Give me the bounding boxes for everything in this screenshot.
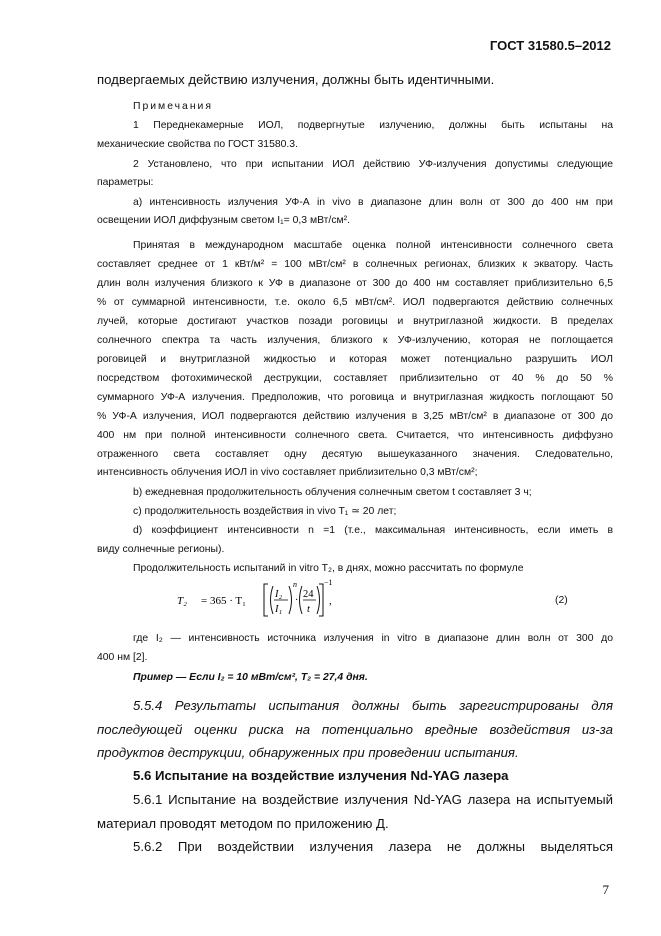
svg-text:·: · xyxy=(295,595,299,606)
note-line: b) ежедневная продолжительность облучения солнечным светом t составляет 3 ч; xyxy=(133,487,532,498)
note-line: отраженного света составляет одну десятую вышеуказанного значения. Следовательно, xyxy=(97,449,613,460)
formula-2 xyxy=(175,578,475,620)
clause-line: последующей оценки риска на потенциально вредные воздействия из-за xyxy=(97,722,613,737)
clause-line: материал проводят методом по приложению Д. xyxy=(97,816,389,831)
note-line: d) коэффициент интенсивности n =1 (т.е., максимальная интенсивность, если иметь в xyxy=(133,525,613,536)
exp-outer: −1 xyxy=(324,578,333,587)
note-line: солнечного спектра та часть излучения, близкого к УФ-излучению, которая не поглощается xyxy=(97,335,613,346)
note-line: c) продолжительность воздействия in vivo T₁ ≃ 20 лет; xyxy=(133,506,397,517)
section-5-6-heading: 5.6 Испытание на воздействие излучения Nd-YAG лазера xyxy=(133,768,509,783)
frac2-num: 24 xyxy=(303,589,314,600)
frac2-den: t xyxy=(307,604,310,615)
note-line: где I₂ — интенсивность источника излучения in vitro в диапазоне длин волн от 300 до xyxy=(133,633,613,644)
note-line: % УФ-А излучения, ИОЛ подвергаются действию излучения в 3,25 мВт/см² в диапазоне от 300 до xyxy=(97,411,613,422)
note-line: виду солнечные регионы). xyxy=(97,544,225,555)
formula-eq: = 365 · T₁ xyxy=(201,595,246,607)
note-line: 400 нм при полной интенсивности солнечного света. Считается, что интенсивность диффузно xyxy=(97,430,613,441)
note-line: % от суммарной интенсивности, т.е. около 6,5 мВт/см². ИОЛ подвергаются действию солнечных xyxy=(97,297,613,308)
formula-lhs: T₂ xyxy=(177,595,187,607)
text-line: подвергаемых действию излучения, должны быть идентичными. xyxy=(97,72,495,87)
note-line: Принятая в международном масштабе оценка полной интенсивности солнечного света xyxy=(133,240,613,251)
note-line: 400 нм [2]. xyxy=(97,652,148,663)
note-line: длин волн излучения близкого к УФ в диапазоне от 300 до 400 нм составляет приблизительно 6,5 xyxy=(97,278,613,289)
note-heading: Примечания xyxy=(133,101,213,112)
paren-right xyxy=(289,586,292,614)
note-line: составляет среднее от 1 кВт/м² = 100 мВт/см² в солнечных регионах, близких к экватору. Часть xyxy=(97,259,613,270)
note-line: интенсивность облучения ИОЛ in vivo составляет приблизительно 0,3 мВт/см²; xyxy=(97,467,478,478)
bracket-left xyxy=(264,584,268,616)
frac1-den: I₁ xyxy=(275,604,283,615)
clause-5-6-1: 5.6.1 Испытание на воздействие излучения Nd-YAG лазера на испытуемый xyxy=(133,792,613,807)
note-line: посредством фотохимической деструкции, составляет приблизительно от 40 % до 50 % xyxy=(97,373,613,384)
note-line: лучей, которые достигают участков позади роговицы и внутриглазной жидкости. В пределах xyxy=(97,316,613,327)
equation-number: (2) xyxy=(555,595,568,606)
clause-line: продуктов деструкции, обнаруженных при проведении испытания. xyxy=(97,745,519,760)
note-line: a) интенсивность излучения УФ-А in vivo в диапазоне длин волн от 300 до 400 нм при xyxy=(133,197,613,208)
note-line: Продолжительность испытаний in vitro T₂, в днях, можно рассчитать по формуле xyxy=(133,563,524,574)
note-line: 2 Установлено, что при испытании ИОЛ действию УФ-излучения допустимы следующие xyxy=(133,159,613,170)
note-line: освещении ИОЛ диффузным светом I₁= 0,3 мВт/см². xyxy=(97,215,351,226)
note-line: 1 Переднекамерные ИОЛ, подвергнутые излучению, должны быть испытаны на xyxy=(133,120,613,131)
clause-5-5-4: 5.5.4 Результаты испытания должны быть зарегистрированы для xyxy=(133,698,613,713)
exp-n: n xyxy=(293,580,297,589)
document-header: ГОСТ 31580.5–2012 xyxy=(489,38,611,53)
note-line: роговицей и внутриглазной жидкостью и которая может потенциально разрушить ИОЛ xyxy=(97,354,613,365)
paren-left xyxy=(271,586,274,614)
note-line: параметры: xyxy=(97,177,154,188)
page-number: 7 xyxy=(602,882,609,897)
clause-5-6-2: 5.6.2 При воздействии излучения лазера не должны выделяться xyxy=(133,839,613,854)
example-line: Пример — Если I₂ = 10 мВт/см², T₂ = 27,4 дня. xyxy=(133,672,368,683)
note-line: механические свойства по ГОСТ 31580.3. xyxy=(97,139,298,150)
formula-tail: , xyxy=(329,595,332,607)
frac1-num: I₂ xyxy=(275,589,283,600)
note-line: суммарного УФ-А излучения. Предположив, что роговица и внутриглазная жидкость поглощают 50 xyxy=(97,392,613,403)
